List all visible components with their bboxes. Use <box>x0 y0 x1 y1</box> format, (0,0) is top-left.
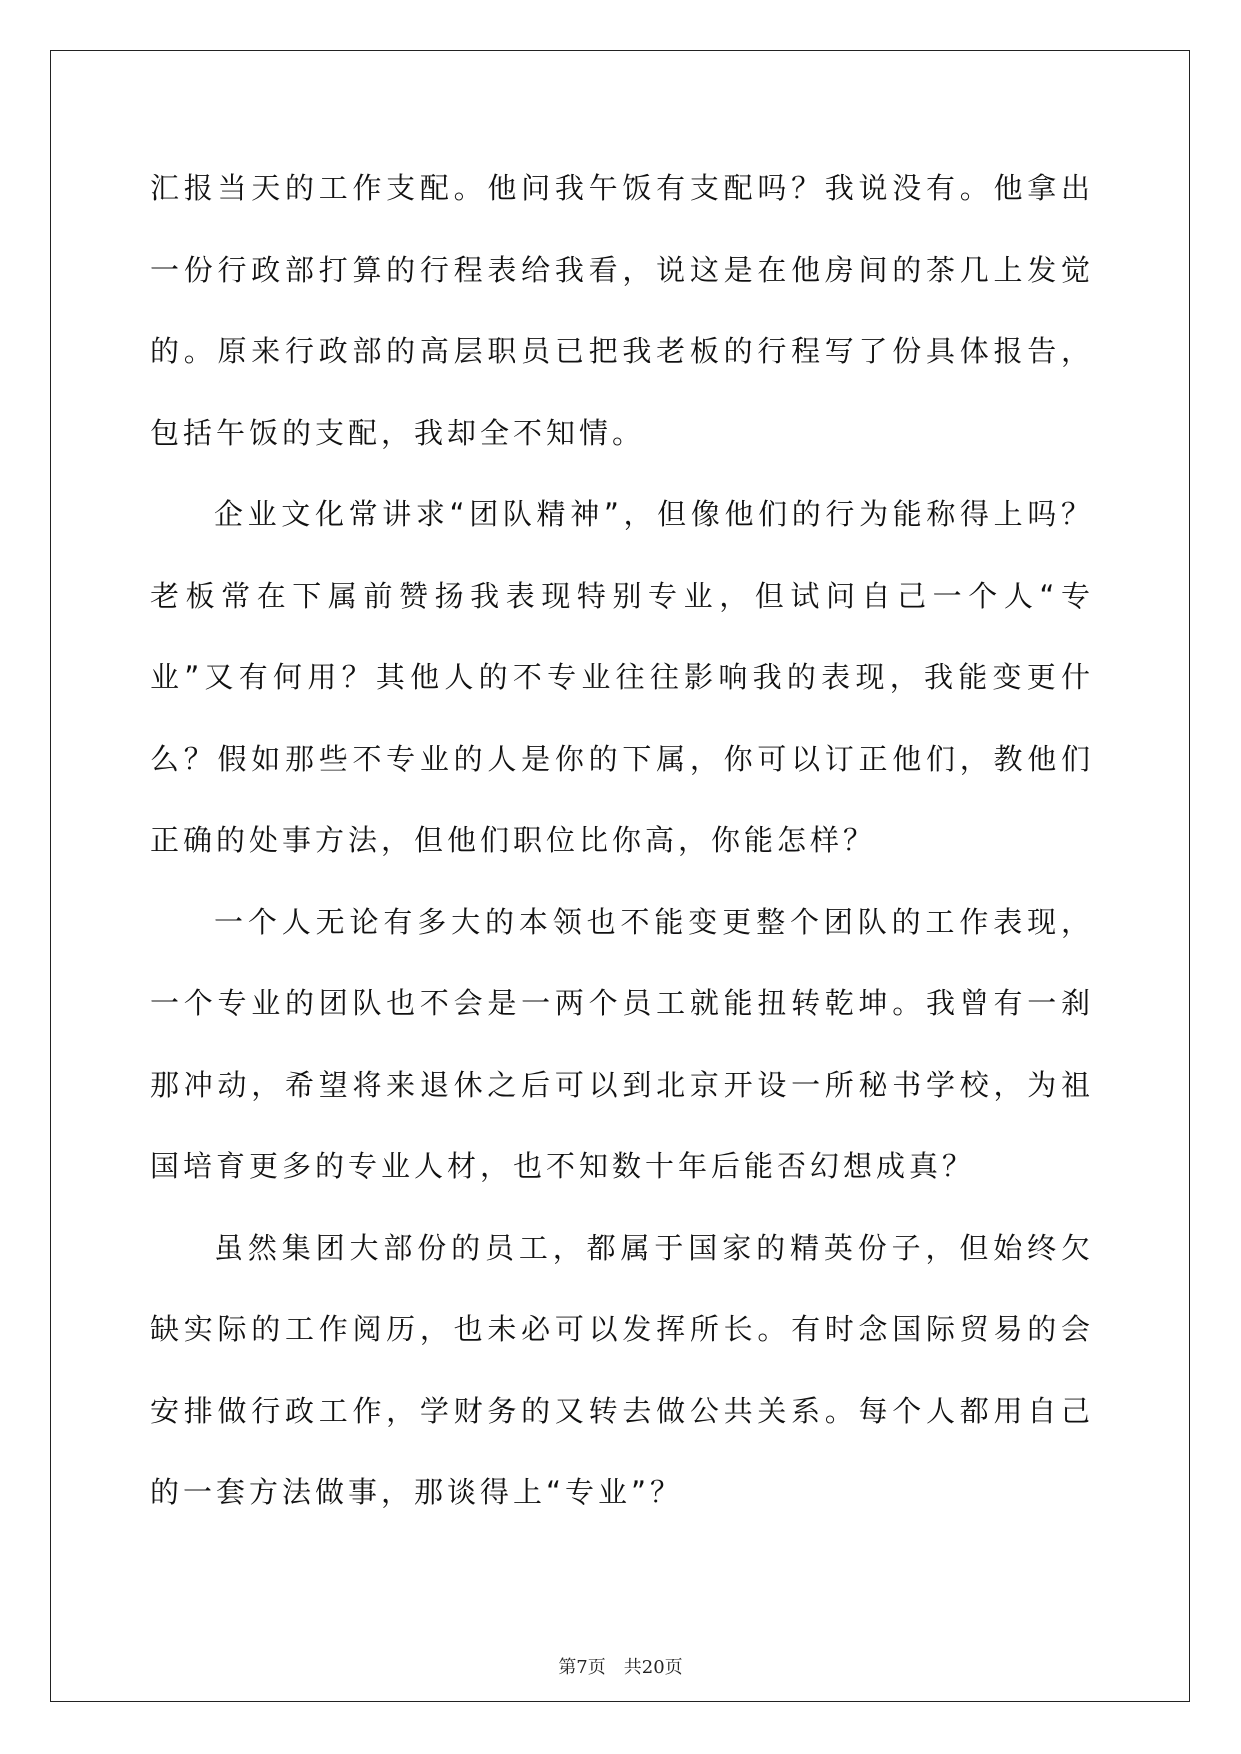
page-number-current: 第7页 <box>558 1657 606 1678</box>
page-footer <box>0 1653 1241 1679</box>
paragraph-3: 一个人无论有多大的本领也不能变更整个团队的工作表现，一个专业的团队也不会是一两个员工就能扭转乾坤。我曾有一刹那冲动，希望将来退休之后可以到北京开设一所秘书学校，为祖国培育更多的专业人材，也不知数十年后能否幻想成真？ <box>150 904 1094 1183</box>
document-body <box>150 148 1094 1534</box>
paragraph-1: 汇报当天的工作支配。他问我午饭有支配吗？我说没有。他拿出一份行政部打算的行程表给我看，说这是在他房间的茶几上发觉的。原来行政部的高层职员已把我老板的行程写了份具体报告，包括午饭的支配，我却全不知情。 <box>150 171 1094 450</box>
paragraph-4: 虽然集团大部份的员工，都属于国家的精英份子，但始终欠缺实际的工作阅历，也未必可以发挥所长。有时念国际贸易的会安排做行政工作，学财务的又转去做公共关系。每个人都用自己的一套方法做事，那谈得上“专业”？ <box>150 1230 1094 1509</box>
paragraph-2: 企业文化常讲求“团队精神”，但像他们的行为能称得上吗？老板常在下属前赞扬我表现特别专业，但试问自己一个人“专业”又有何用？其他人的不专业往往影响我的表现，我能变更什么？假如那些不专业的人是你的下属，你可以订正他们，教他们正确的处事方法，但他们职位比你高，你能怎样？ <box>150 497 1094 857</box>
page-number-total: 共20页 <box>623 1657 683 1678</box>
